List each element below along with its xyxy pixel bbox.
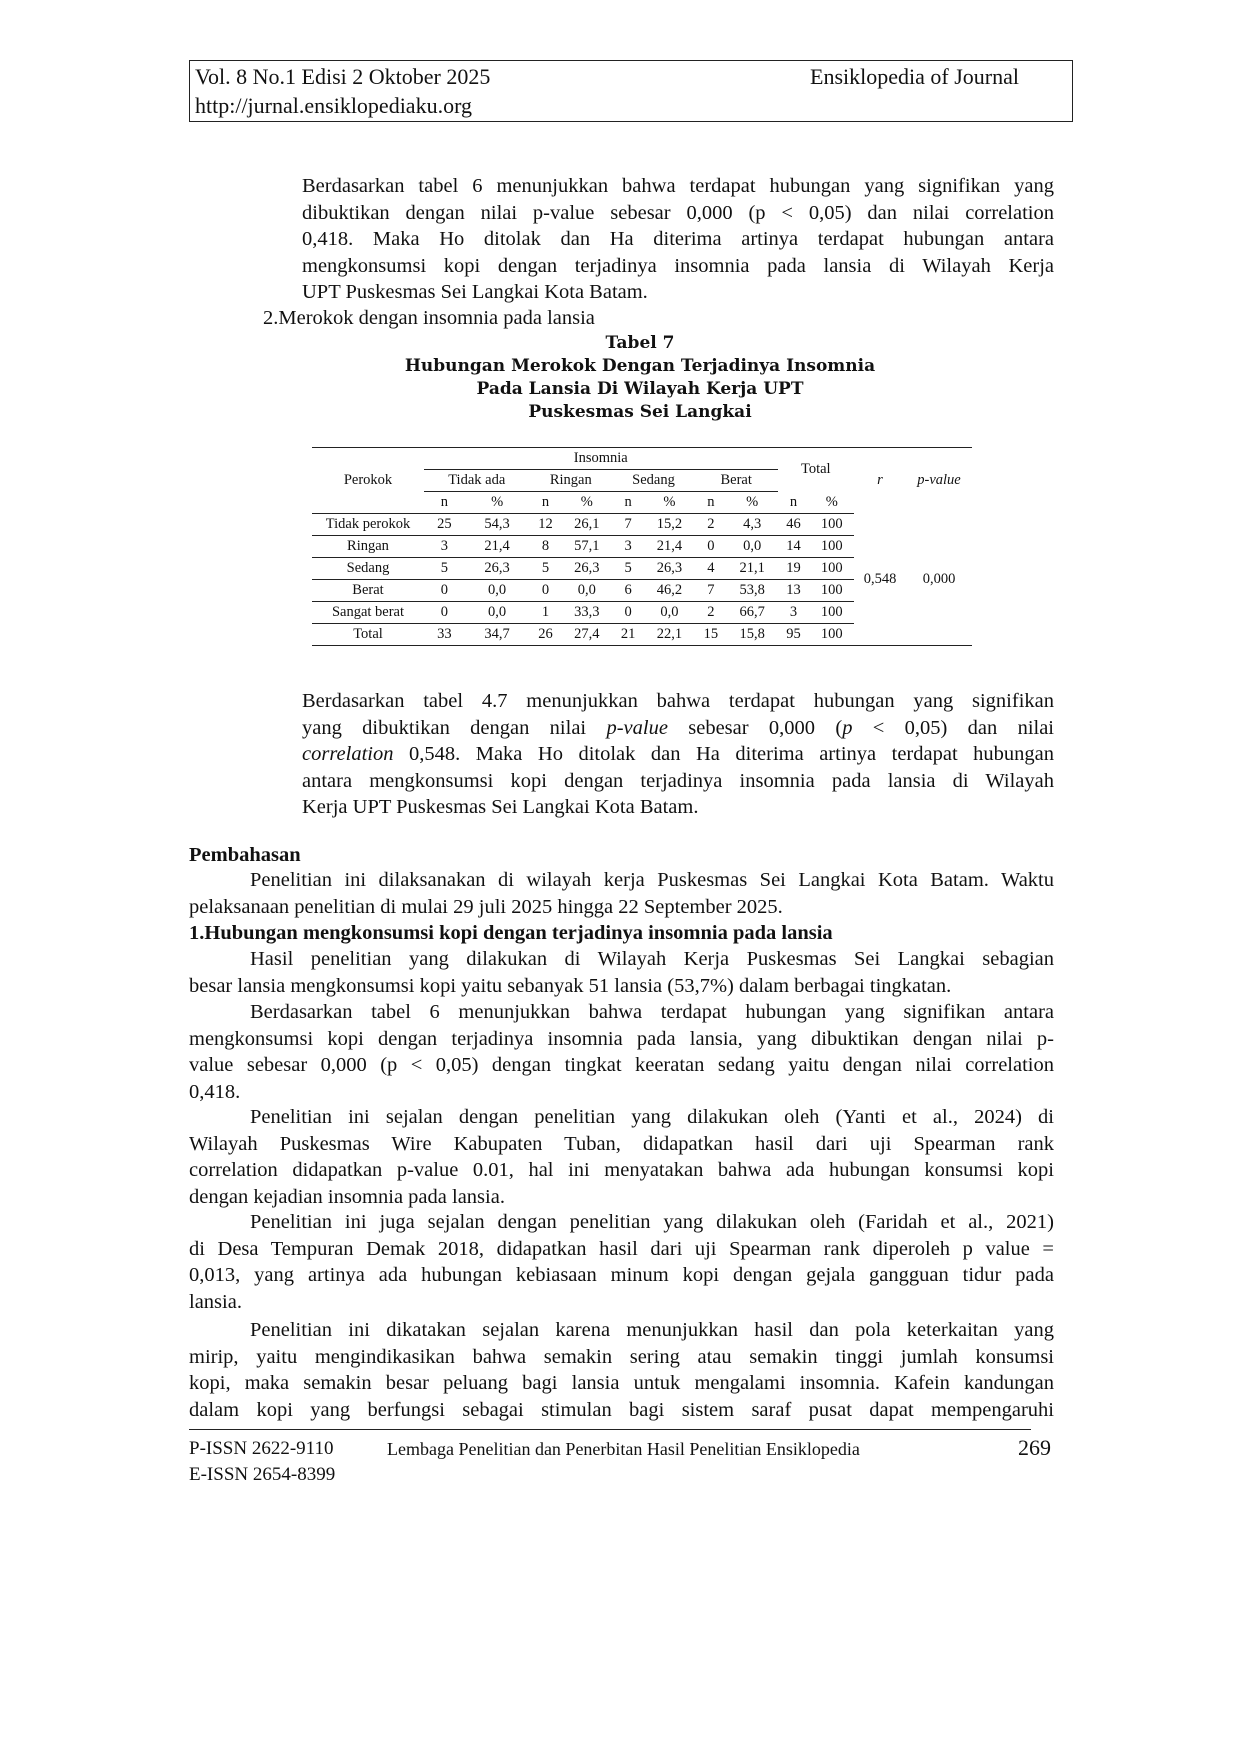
th-sedang: Sedang bbox=[612, 470, 695, 492]
table-row bbox=[312, 514, 972, 536]
text-line: dibuktikan dengan nilai p-value sebesar 0,000 (p < 0,05) dan nilai correlation bbox=[302, 201, 1054, 224]
cell: 100 bbox=[809, 536, 854, 558]
row-label: Sedang bbox=[312, 558, 424, 580]
text-line: di Desa Tempuran Demak 2018, didapatkan hasil dari uji Spearman rank diperoleh p value = bbox=[189, 1237, 1054, 1260]
cell: 5 bbox=[424, 558, 465, 580]
th-perokok: Perokok bbox=[312, 448, 424, 514]
cell: 26,3 bbox=[465, 558, 530, 580]
th-n: n bbox=[529, 492, 561, 514]
cell: 8 bbox=[529, 536, 561, 558]
cell: 15,8 bbox=[727, 624, 778, 646]
cell: 54,3 bbox=[465, 514, 530, 536]
text-line: antara mengkonsumsi kopi dengan terjadinya insomnia pada lansia di Wilayah bbox=[302, 769, 1054, 792]
cell: 0 bbox=[612, 602, 644, 624]
cell: 0 bbox=[424, 580, 465, 602]
cell: 25 bbox=[424, 514, 465, 536]
cell: 2 bbox=[695, 602, 727, 624]
cell: 2 bbox=[695, 514, 727, 536]
footer-publisher: Lembaga Penelitian dan Penerbitan Hasil Penelitian Ensiklopedia bbox=[387, 1439, 860, 1459]
italic-span: correlation bbox=[302, 743, 394, 765]
cell: 100 bbox=[809, 624, 854, 646]
footer-divider bbox=[189, 1429, 1031, 1430]
cell: 27,4 bbox=[561, 624, 612, 646]
th-pct: % bbox=[809, 492, 854, 514]
text-line: besar lansia mengkonsumsi kopi yaitu sebanyak 51 lansia (53,7%) dalam berbagai tingkatan. bbox=[189, 974, 952, 997]
cell: 100 bbox=[809, 580, 854, 602]
text-span: 0,548. Maka Ho ditolak dan Ha diterima artinya terdapat hubungan bbox=[393, 743, 1054, 765]
row-label: Sangat berat bbox=[312, 602, 424, 624]
pembahasan-paragraph-2 bbox=[189, 946, 1054, 999]
pembahasan-paragraph-6 bbox=[189, 1317, 1054, 1423]
th-p-value: p-value bbox=[906, 448, 972, 514]
text-span: yang dibuktikan dengan nilai bbox=[302, 716, 607, 739]
row-label: Tidak perokok bbox=[312, 514, 424, 536]
cell: 21,4 bbox=[644, 536, 695, 558]
text-line: value sebesar 0,000 (p < 0,05) dengan tingkat keeratan sedang yaitu dengan nilai correlation bbox=[189, 1054, 1054, 1076]
italic-span: p bbox=[842, 716, 853, 739]
italic-span: p-value bbox=[606, 716, 668, 739]
pembahasan-paragraph-4 bbox=[189, 1104, 1054, 1210]
pembahasan-paragraph-5 bbox=[189, 1209, 1054, 1315]
header-volume: Vol. 8 No.1 Edisi 2 Oktober 2025 bbox=[195, 64, 491, 89]
cell: 21,4 bbox=[465, 536, 530, 558]
text-line: 0,418. Maka Ho ditolak dan Ha diterima artinya terdapat hubungan antara bbox=[302, 228, 1054, 250]
th-pct: % bbox=[561, 492, 612, 514]
table-header-row-1 bbox=[312, 448, 972, 470]
cell: 21,1 bbox=[727, 558, 778, 580]
subheading-merokok: 2.Merokok dengan insomnia pada lansia bbox=[263, 307, 595, 329]
text-line: Penelitian ini juga sejalan dengan penelitian yang dilakukan oleh (Faridah et al., 2021) bbox=[250, 1211, 1054, 1233]
text-line: Berdasarkan tabel 4.7 menunjukkan bahwa terdapat hubungan yang signifikan bbox=[302, 690, 1054, 712]
text-span: sebesar 0,000 ( bbox=[667, 716, 843, 739]
top-paragraph bbox=[302, 173, 1054, 306]
pembahasan-paragraph-1 bbox=[189, 867, 1054, 920]
cell: 33 bbox=[424, 624, 465, 646]
text-line: UPT Puskesmas Sei Langkai Kota Batam. bbox=[302, 281, 648, 303]
th-pct: % bbox=[727, 492, 778, 514]
cell: 0 bbox=[424, 602, 465, 624]
table-interpretation-paragraph bbox=[302, 688, 1054, 821]
cell: 7 bbox=[695, 580, 727, 602]
cell: 26,3 bbox=[561, 558, 612, 580]
cell: 15 bbox=[695, 624, 727, 646]
th-n: n bbox=[612, 492, 644, 514]
cell: 1 bbox=[529, 602, 561, 624]
cell: 3 bbox=[424, 536, 465, 558]
text-line: Kerja UPT Puskesmas Sei Langkai Kota Batam. bbox=[302, 796, 699, 818]
subsection-heading-kopi: 1.Hubungan mengkonsumsi kopi dengan terjadinya insomnia pada lansia bbox=[189, 922, 833, 944]
p-value-cell: 0,000 bbox=[906, 514, 972, 646]
cell: 100 bbox=[809, 602, 854, 624]
th-n: n bbox=[695, 492, 727, 514]
text-line: lansia. bbox=[189, 1290, 242, 1313]
cell: 15,2 bbox=[644, 514, 695, 536]
cell: 21 bbox=[612, 624, 644, 646]
text-line: Penelitian ini dilaksanakan di wilayah kerja Puskesmas Sei Langkai Kota Batam. Waktu bbox=[250, 869, 1054, 891]
text-line: Berdasarkan tabel 6 menunjukkan bahwa terdapat hubungan yang signifikan antara bbox=[250, 1001, 1054, 1023]
cell: 5 bbox=[529, 558, 561, 580]
text-line: Penelitian ini sejalan dengan penelitian yang dilakukan oleh (Yanti et al., 2024) di bbox=[250, 1106, 1054, 1128]
th-berat: Berat bbox=[695, 470, 778, 492]
cell: 3 bbox=[778, 602, 810, 624]
cell: 5 bbox=[612, 558, 644, 580]
cell: 100 bbox=[809, 514, 854, 536]
row-label: Ringan bbox=[312, 536, 424, 558]
footer-page-number: 269 bbox=[1018, 1435, 1051, 1460]
row-label: Berat bbox=[312, 580, 424, 602]
cell: 3 bbox=[612, 536, 644, 558]
row-label: Total bbox=[312, 624, 424, 646]
text-line: dalam kopi yang berfungsi sebagai stimulan bagi sistem saraf pusat dapat mempengaruhi bbox=[189, 1398, 1054, 1421]
cell: 46 bbox=[778, 514, 810, 536]
cell: 0 bbox=[695, 536, 727, 558]
cell: 53,8 bbox=[727, 580, 778, 602]
cell: 0,0 bbox=[465, 602, 530, 624]
table-caption-number: Tabel 7 bbox=[605, 333, 675, 353]
cell: 95 bbox=[778, 624, 810, 646]
text-line bbox=[302, 741, 1054, 768]
text-line: kopi, maka semakin besar peluang bagi lansia untuk mengalami insomnia. Kafein kandungan bbox=[189, 1372, 1054, 1394]
text-line: Berdasarkan tabel 6 menunjukkan bahwa terdapat hubungan yang signifikan yang bbox=[302, 175, 1054, 197]
cell: 26 bbox=[529, 624, 561, 646]
cell: 22,1 bbox=[644, 624, 695, 646]
cell: 4 bbox=[695, 558, 727, 580]
th-r: r bbox=[854, 448, 906, 514]
header-journal-name: Ensiklopedia of Journal bbox=[810, 64, 1019, 89]
section-heading-pembahasan: Pembahasan bbox=[189, 844, 301, 866]
cell: 13 bbox=[778, 580, 810, 602]
text-line: pelaksanaan penelitian di mulai 29 juli 2025 hingga 22 September 2025. bbox=[189, 895, 783, 918]
cell: 0,0 bbox=[561, 580, 612, 602]
cell: 12 bbox=[529, 514, 561, 536]
cell: 0 bbox=[529, 580, 561, 602]
text-line: mirip, yaitu mengindikasikan bahwa semakin sering atau semakin tinggi jumlah konsumsi bbox=[189, 1345, 1054, 1368]
cell: 34,7 bbox=[465, 624, 530, 646]
text-line: Hasil penelitian yang dilakukan di Wilayah Kerja Puskesmas Sei Langkai sebagian bbox=[250, 948, 1054, 970]
cell: 33,3 bbox=[561, 602, 612, 624]
cell: 0,0 bbox=[465, 580, 530, 602]
th-total: Total bbox=[778, 448, 854, 492]
table-caption-title-1: Hubungan Merokok Dengan Terjadinya Insomnia bbox=[404, 356, 876, 376]
cell: 26,1 bbox=[561, 514, 612, 536]
cell: 4,3 bbox=[727, 514, 778, 536]
cell: 66,7 bbox=[727, 602, 778, 624]
th-n: n bbox=[778, 492, 810, 514]
text-line: Penelitian ini dikatakan sejalan karena menunjukkan hasil dan pola keterkaitan yang bbox=[250, 1319, 1054, 1341]
text-line: Wilayah Puskesmas Wire Kabupaten Tuban, didapatkan hasil dari uji Spearman rank bbox=[189, 1132, 1054, 1155]
cell: 6 bbox=[612, 580, 644, 602]
text-span: < 0,05) dan nilai bbox=[852, 716, 1055, 739]
cell: 0,0 bbox=[727, 536, 778, 558]
cell: 46,2 bbox=[644, 580, 695, 602]
cell: 0,0 bbox=[644, 602, 695, 624]
text-line: mengkonsumsi kopi dengan terjadinya insomnia pada lansia di Wilayah Kerja bbox=[302, 254, 1054, 277]
cell: 57,1 bbox=[561, 536, 612, 558]
cell: 100 bbox=[809, 558, 854, 580]
th-pct: % bbox=[644, 492, 695, 514]
text-line bbox=[302, 715, 1054, 742]
text-line: 0,013, yang artinya ada hubungan kebiasaan minum kopi dengan gejala gangguan tidur pada bbox=[189, 1264, 1054, 1286]
th-insomnia: Insomnia bbox=[424, 448, 778, 470]
cell: 7 bbox=[612, 514, 644, 536]
table-caption-title-3: Puskesmas Sei Langkai bbox=[528, 402, 752, 422]
footer-pissn: P-ISSN 2622-9110 bbox=[189, 1438, 334, 1459]
text-line: mengkonsumsi kopi dengan terjadinya insomnia pada lansia, yang dibuktikan dengan nilai p- bbox=[189, 1027, 1054, 1050]
text-line: correlation didapatkan p-value 0.01, hal ini menyatakan bahwa ada hubungan konsumsi kopi bbox=[189, 1159, 1054, 1181]
cell: 26,3 bbox=[644, 558, 695, 580]
table-7 bbox=[312, 447, 972, 646]
th-ringan: Ringan bbox=[529, 470, 612, 492]
th-pct: % bbox=[465, 492, 530, 514]
pembahasan-paragraph-3 bbox=[189, 999, 1054, 1105]
r-value-cell: 0,548 bbox=[854, 514, 906, 646]
footer-eissn: E-ISSN 2654-8399 bbox=[189, 1464, 336, 1485]
text-line: 0,418. bbox=[189, 1080, 241, 1103]
cell: 19 bbox=[778, 558, 810, 580]
table-caption-title-2: Pada Lansia Di Wilayah Kerja UPT bbox=[476, 379, 804, 399]
header-url: http://jurnal.ensiklopediaku.org bbox=[195, 93, 472, 118]
th-tidak-ada: Tidak ada bbox=[424, 470, 529, 492]
text-line: dengan kejadian insomnia pada lansia. bbox=[189, 1185, 505, 1208]
cell: 14 bbox=[778, 536, 810, 558]
th-n: n bbox=[424, 492, 465, 514]
